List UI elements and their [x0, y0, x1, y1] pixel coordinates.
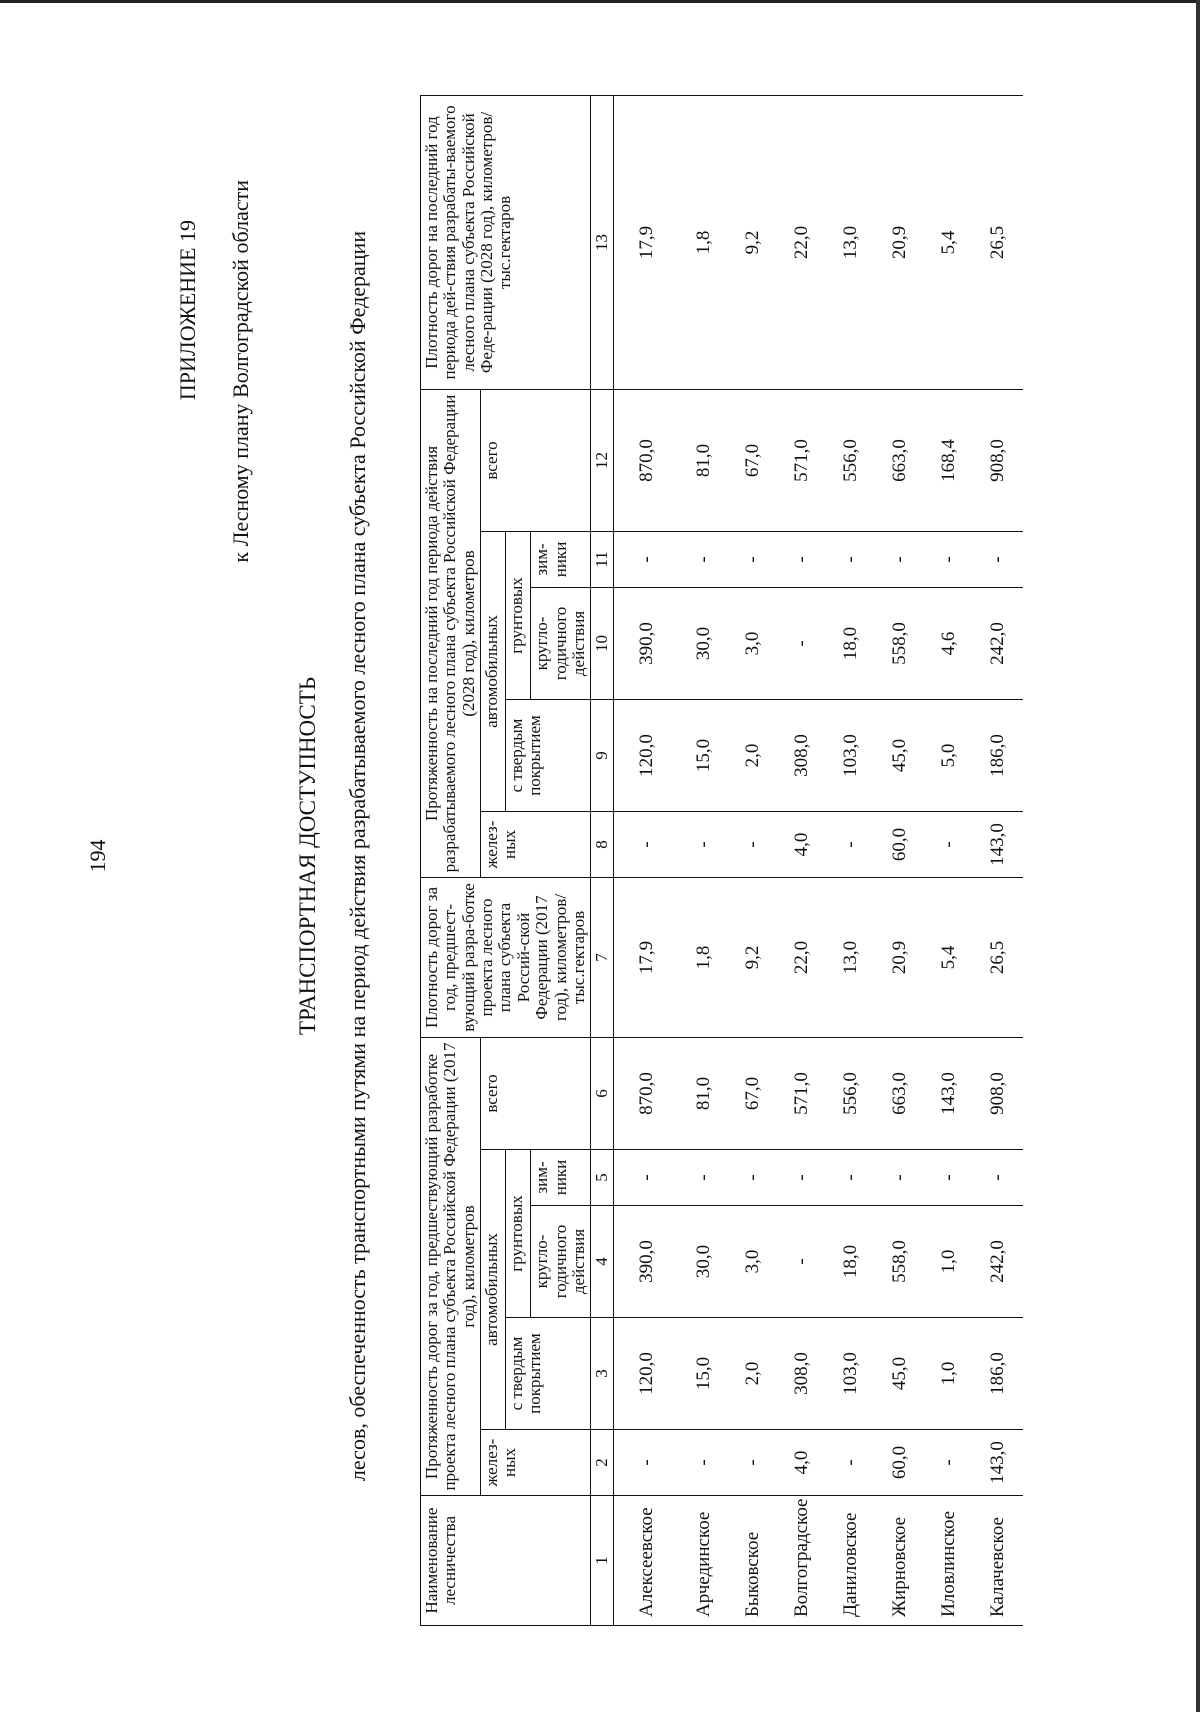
- value-cell: 4,6: [925, 587, 974, 699]
- header-paved-2017: с твердым покрытием: [506, 1318, 591, 1430]
- column-number: 10: [591, 587, 614, 699]
- value-cell: -: [974, 1150, 1023, 1206]
- value-cell: -: [778, 531, 827, 587]
- value-cell: 45,0: [876, 1318, 925, 1430]
- header-rail-2028: желез-ных: [481, 811, 591, 877]
- header-dirt-2028: грунтовых: [506, 531, 531, 699]
- value-cell: 186,0: [974, 699, 1023, 811]
- header-total-2028: всего: [481, 389, 591, 531]
- value-cell: -: [614, 811, 681, 877]
- table-row: [925, 95, 974, 1625]
- value-cell: -: [827, 1150, 876, 1206]
- forestry-name-cell: Быковское: [729, 1496, 778, 1626]
- forestry-name-cell: Арчединское: [680, 1496, 729, 1626]
- value-cell: 870,0: [614, 1037, 681, 1149]
- value-cell: 5,4: [925, 95, 974, 389]
- header-year-round-2028: кругло-годичного действия: [531, 587, 591, 699]
- value-cell: -: [614, 531, 681, 587]
- value-cell: 556,0: [827, 389, 876, 531]
- value-cell: 308,0: [778, 1318, 827, 1430]
- value-cell: 2,0: [729, 1318, 778, 1430]
- table-row: [876, 95, 925, 1625]
- column-number: 9: [591, 699, 614, 811]
- column-number: 3: [591, 1318, 614, 1430]
- table-row: [729, 95, 778, 1625]
- forestry-name-cell: Жирновское: [876, 1496, 925, 1626]
- header-name: Наименование лесничества: [421, 1496, 591, 1626]
- value-cell: 81,0: [680, 1037, 729, 1149]
- value-cell: -: [729, 811, 778, 877]
- value-cell: 67,0: [729, 1037, 778, 1149]
- appendix-label: ПРИЛОЖЕНИЕ 19: [175, 220, 200, 401]
- column-number: 12: [591, 389, 614, 531]
- value-cell: -: [680, 1150, 729, 1206]
- value-cell: -: [974, 531, 1023, 587]
- value-cell: 81,0: [680, 389, 729, 531]
- header-total-2017: всего: [481, 1037, 591, 1149]
- value-cell: -: [778, 1206, 827, 1318]
- column-number: 6: [591, 1037, 614, 1149]
- value-cell: -: [729, 1150, 778, 1206]
- value-cell: -: [827, 811, 876, 877]
- value-cell: 9,2: [729, 877, 778, 1037]
- value-cell: 18,0: [827, 1206, 876, 1318]
- value-cell: -: [925, 531, 974, 587]
- transport-table: [420, 95, 1023, 1626]
- value-cell: 390,0: [614, 587, 681, 699]
- value-cell: 17,9: [614, 877, 681, 1037]
- value-cell: -: [729, 531, 778, 587]
- value-cell: 571,0: [778, 1037, 827, 1149]
- value-cell: 663,0: [876, 1037, 925, 1149]
- value-cell: 143,0: [925, 1037, 974, 1149]
- forestry-name-cell: Калачевское: [974, 1496, 1023, 1626]
- value-cell: -: [614, 1430, 681, 1496]
- page-number: 194: [85, 839, 110, 873]
- column-number: 5: [591, 1150, 614, 1206]
- value-cell: -: [925, 1150, 974, 1206]
- value-cell: 13,0: [827, 877, 876, 1037]
- table-body: [614, 95, 1024, 1625]
- value-cell: 5,0: [925, 699, 974, 811]
- forestry-name-cell: Даниловское: [827, 1496, 876, 1626]
- value-cell: -: [614, 1150, 681, 1206]
- header-dirt-2017: грунтовых: [506, 1150, 531, 1318]
- forestry-name-cell: Волгоградское: [778, 1496, 827, 1626]
- document-title: ТРАНСПОРТНАЯ ДОСТУПНОСТЬ: [295, 676, 320, 1036]
- header-auto-2028: автомобильных: [481, 531, 506, 811]
- value-cell: -: [729, 1430, 778, 1496]
- value-cell: 2,0: [729, 699, 778, 811]
- value-cell: 120,0: [614, 699, 681, 811]
- value-cell: 5,4: [925, 877, 974, 1037]
- forestry-name-cell: Иловлинское: [925, 1496, 974, 1626]
- value-cell: 17,9: [614, 95, 681, 389]
- value-cell: 908,0: [974, 389, 1023, 531]
- column-number: 2: [591, 1430, 614, 1496]
- value-cell: 26,5: [974, 95, 1023, 389]
- value-cell: 60,0: [876, 811, 925, 877]
- value-cell: -: [778, 1150, 827, 1206]
- value-cell: 1,8: [680, 95, 729, 389]
- value-cell: -: [827, 1430, 876, 1496]
- value-cell: -: [925, 811, 974, 877]
- value-cell: 15,0: [680, 1318, 729, 1430]
- header-paved-2028: с твердым покрытием: [506, 699, 591, 811]
- header-group-2017: Протяженность дорог за год, предшествующий разработке проекта лесного плана субъекта Российской Федерации (2017 год), километров: [421, 1037, 481, 1495]
- value-cell: -: [680, 531, 729, 587]
- value-cell: -: [827, 531, 876, 587]
- value-cell: 22,0: [778, 877, 827, 1037]
- value-cell: 103,0: [827, 1318, 876, 1430]
- value-cell: 3,0: [729, 1206, 778, 1318]
- value-cell: 1,8: [680, 877, 729, 1037]
- header-density-2028: Плотность дорог на последний год периода дей-ствия разрабаты-ваемого лесного плана субъекта Российской Феде-рации (2028 год), километров/ тыс.гектаров: [421, 95, 591, 389]
- value-cell: 308,0: [778, 699, 827, 811]
- column-number: 13: [591, 95, 614, 389]
- column-number: 11: [591, 531, 614, 587]
- value-cell: 1,0: [925, 1318, 974, 1430]
- value-cell: 663,0: [876, 389, 925, 531]
- value-cell: 558,0: [876, 587, 925, 699]
- value-cell: 22,0: [778, 95, 827, 389]
- forestry-name-cell: Алексеевское: [614, 1496, 681, 1626]
- value-cell: 186,0: [974, 1318, 1023, 1430]
- value-cell: -: [680, 811, 729, 877]
- value-cell: 168,4: [925, 389, 974, 531]
- value-cell: -: [778, 587, 827, 699]
- table-row: [827, 95, 876, 1625]
- value-cell: 30,0: [680, 1206, 729, 1318]
- value-cell: -: [925, 1430, 974, 1496]
- value-cell: 556,0: [827, 1037, 876, 1149]
- value-cell: 103,0: [827, 699, 876, 811]
- value-cell: 390,0: [614, 1206, 681, 1318]
- column-number-row: [591, 95, 614, 1625]
- table-row: [974, 95, 1023, 1625]
- value-cell: 60,0: [876, 1430, 925, 1496]
- value-cell: 242,0: [974, 587, 1023, 699]
- header-density-2017: Плотность дорог за год, предшест-вующий разра-ботке проекта лесного плана субъекта Россий-ской Федерации (2017 год), километров/ тыс.гектаров: [421, 877, 591, 1037]
- value-cell: 242,0: [974, 1206, 1023, 1318]
- column-number: 8: [591, 811, 614, 877]
- value-cell: 3,0: [729, 587, 778, 699]
- column-number: 1: [591, 1496, 614, 1626]
- value-cell: 571,0: [778, 389, 827, 531]
- value-cell: 67,0: [729, 389, 778, 531]
- value-cell: 9,2: [729, 95, 778, 389]
- value-cell: 26,5: [974, 877, 1023, 1037]
- value-cell: -: [876, 531, 925, 587]
- value-cell: -: [876, 1150, 925, 1206]
- table-row: [778, 95, 827, 1625]
- table-row: [680, 95, 729, 1625]
- value-cell: 908,0: [974, 1037, 1023, 1149]
- value-cell: 1,0: [925, 1206, 974, 1318]
- value-cell: 143,0: [974, 1430, 1023, 1496]
- value-cell: 4,0: [778, 811, 827, 877]
- value-cell: 143,0: [974, 811, 1023, 877]
- value-cell: 15,0: [680, 699, 729, 811]
- value-cell: 45,0: [876, 699, 925, 811]
- table-caption: лесов, обеспеченность транспортными путями на период действия разрабатываемого лесного плана субъекта Российской Федерации: [345, 230, 370, 1482]
- value-cell: 20,9: [876, 877, 925, 1037]
- header-auto-2017: автомобильных: [481, 1150, 506, 1430]
- header-year-round-2017: кругло-годичного действия: [531, 1206, 591, 1318]
- appendix-subtitle: к Лесному плану Волгоградской области: [228, 180, 253, 563]
- value-cell: 120,0: [614, 1318, 681, 1430]
- column-number: 7: [591, 877, 614, 1037]
- value-cell: 30,0: [680, 587, 729, 699]
- value-cell: 13,0: [827, 95, 876, 389]
- value-cell: -: [680, 1430, 729, 1496]
- table-row: [614, 95, 681, 1625]
- header-rail-2017: желез-ных: [481, 1430, 591, 1496]
- header-group-2028: Протяженность на последний год периода действия разрабатываемого лесного плана субъекта Российской Федерации (2028 год), километров: [421, 389, 481, 877]
- document-header: [0, 0, 420, 1712]
- value-cell: 870,0: [614, 389, 681, 531]
- value-cell: 18,0: [827, 587, 876, 699]
- column-number: 4: [591, 1206, 614, 1318]
- value-cell: 20,9: [876, 95, 925, 389]
- header-winter-2017: зим-ники: [531, 1150, 591, 1206]
- value-cell: 4,0: [778, 1430, 827, 1496]
- header-winter-2028: зим-ники: [531, 531, 591, 587]
- value-cell: 558,0: [876, 1206, 925, 1318]
